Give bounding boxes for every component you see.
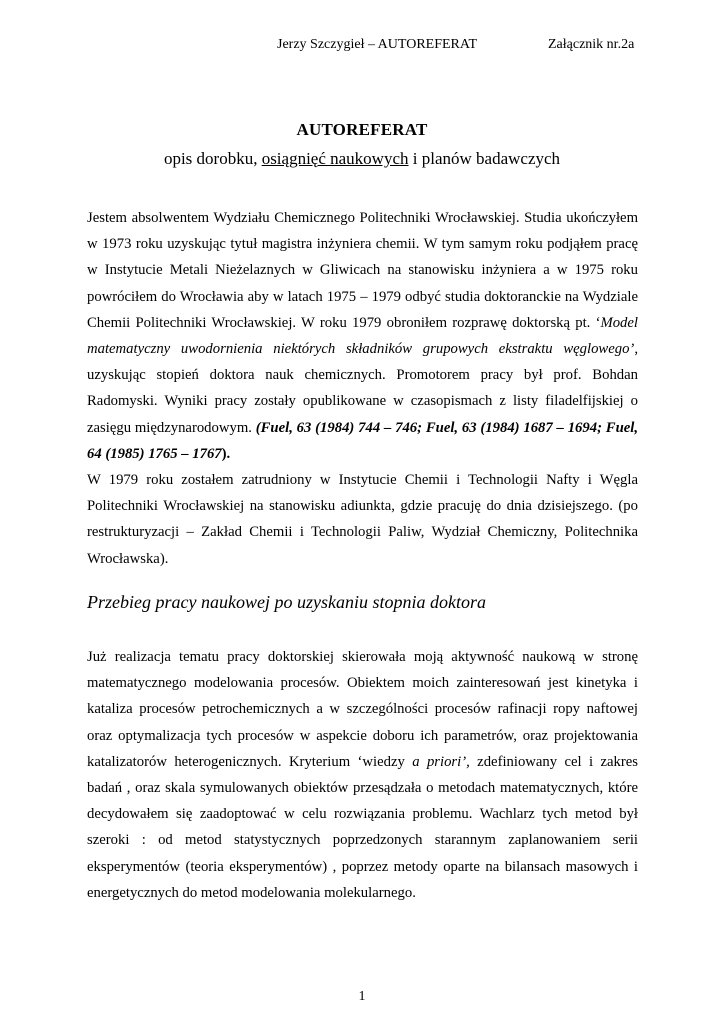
paragraph-research (87, 644, 638, 906)
paragraph-research-text-a: Już realizacja tematu pracy doktorskiej skierowała moją aktywność naukową w stronę matematycznego modelowania procesów. Obiektem moich zainteresowań jest kinetyka i kataliza procesów petrochemicznych a w szczególności procesów rafinacji ropy naftowej oraz optymalizacja tych procesów w aspekcie doboru ich parametrów, oraz projektowania katalizatorów heterogenicznych. Kryterium ‘wiedzy (87, 649, 638, 770)
subtitle-part1: opis dorobku, (163, 149, 262, 168)
publication-citations: (Fuel, 63 (1984) 744 – 746; Fuel, 63 (1984) 1687 – 1694; Fuel, 64 (1985) 1765 – 1767 (87, 419, 639, 462)
paragraph-research-text-b: zdefiniowany cel i zakres badań , oraz skala symulowanych obiektów przesądzała o metodach matematycznych, które decydowałem się zaadoptować w celu rozwiązania problemu. Wachlarz tych metod był szeroki : od metod statystycznych poprzedzonych starannym zaplanowaniem serii eksperymentów (teoria eksperymentów) , poprzez metody oparte na bilansach masowych i energetycznych do metod modelowania molekularnego. (87, 753, 638, 901)
paragraph-education-text-b: , uzyskując stopień doktora nauk chemicznych. Promotorem pracy był prof. Bohdan Radomyski. Wyniki pracy zostały opublikowane w czasopismach z listy filadelfijskiej o zasięgu międzynarodowym. (87, 341, 638, 436)
paragraph-education (87, 205, 638, 467)
body-text-research (87, 644, 638, 906)
a-priori-term: a priori’, (412, 753, 470, 770)
paragraph-employment: W 1979 roku zostałem zatrudniony w Instytucie Chemii i Technologii Nafty i Węgla Politechniki Wrocławskiej na stanowisku adiunkta, gdzie pracuję do dnia dzisiejszego. (po restrukturyzacji – Zakład Chemii i Technologii Paliw, Wydział Chemiczny, Politechnika Wrocławska). (87, 472, 638, 567)
header-attachment-label: Załącznik nr.2a (548, 37, 635, 52)
thesis-title: Model matematyczny uwodornienia niektórych składników grupowych ekstraktu węglowego’ (87, 314, 638, 358)
citations-closing: ). (221, 445, 231, 462)
paragraph-education-text-a: Jestem absolwentem Wydziału Chemicznego Politechniki Wrocławskiej. Studia ukończyłem w 1973 roku uzyskując tytuł magistra inżyniera chemii. W tym samym roku podjąłem pracę w Instytucie Metali Nieżelaznych w Gliwicach na stanowisku inżyniera a w 1975 roku powróciłem do Wrocławia aby w latach 1975 – 1979 odbyć studia doktoranckie na Wydziale Chemii Politechniki Wrocławskiej. W roku 1979 obroniłem rozprawę doktorską pt. ‘ (87, 210, 638, 331)
page-number: 1 (358, 989, 366, 1004)
subtitle-underlined: osiągnięć naukowych (261, 149, 409, 168)
subtitle-part2: i planów badawczych (408, 149, 561, 168)
section-heading: Przebieg pracy naukowej po uzyskaniu stopnia doktora (87, 592, 486, 612)
document-title: AUTOREFERAT (296, 120, 428, 139)
document-subtitle (0, 149, 724, 169)
body-text-intro (87, 205, 638, 572)
header-author-title: Jerzy Szczygieł – AUTOREFERAT (277, 37, 477, 52)
